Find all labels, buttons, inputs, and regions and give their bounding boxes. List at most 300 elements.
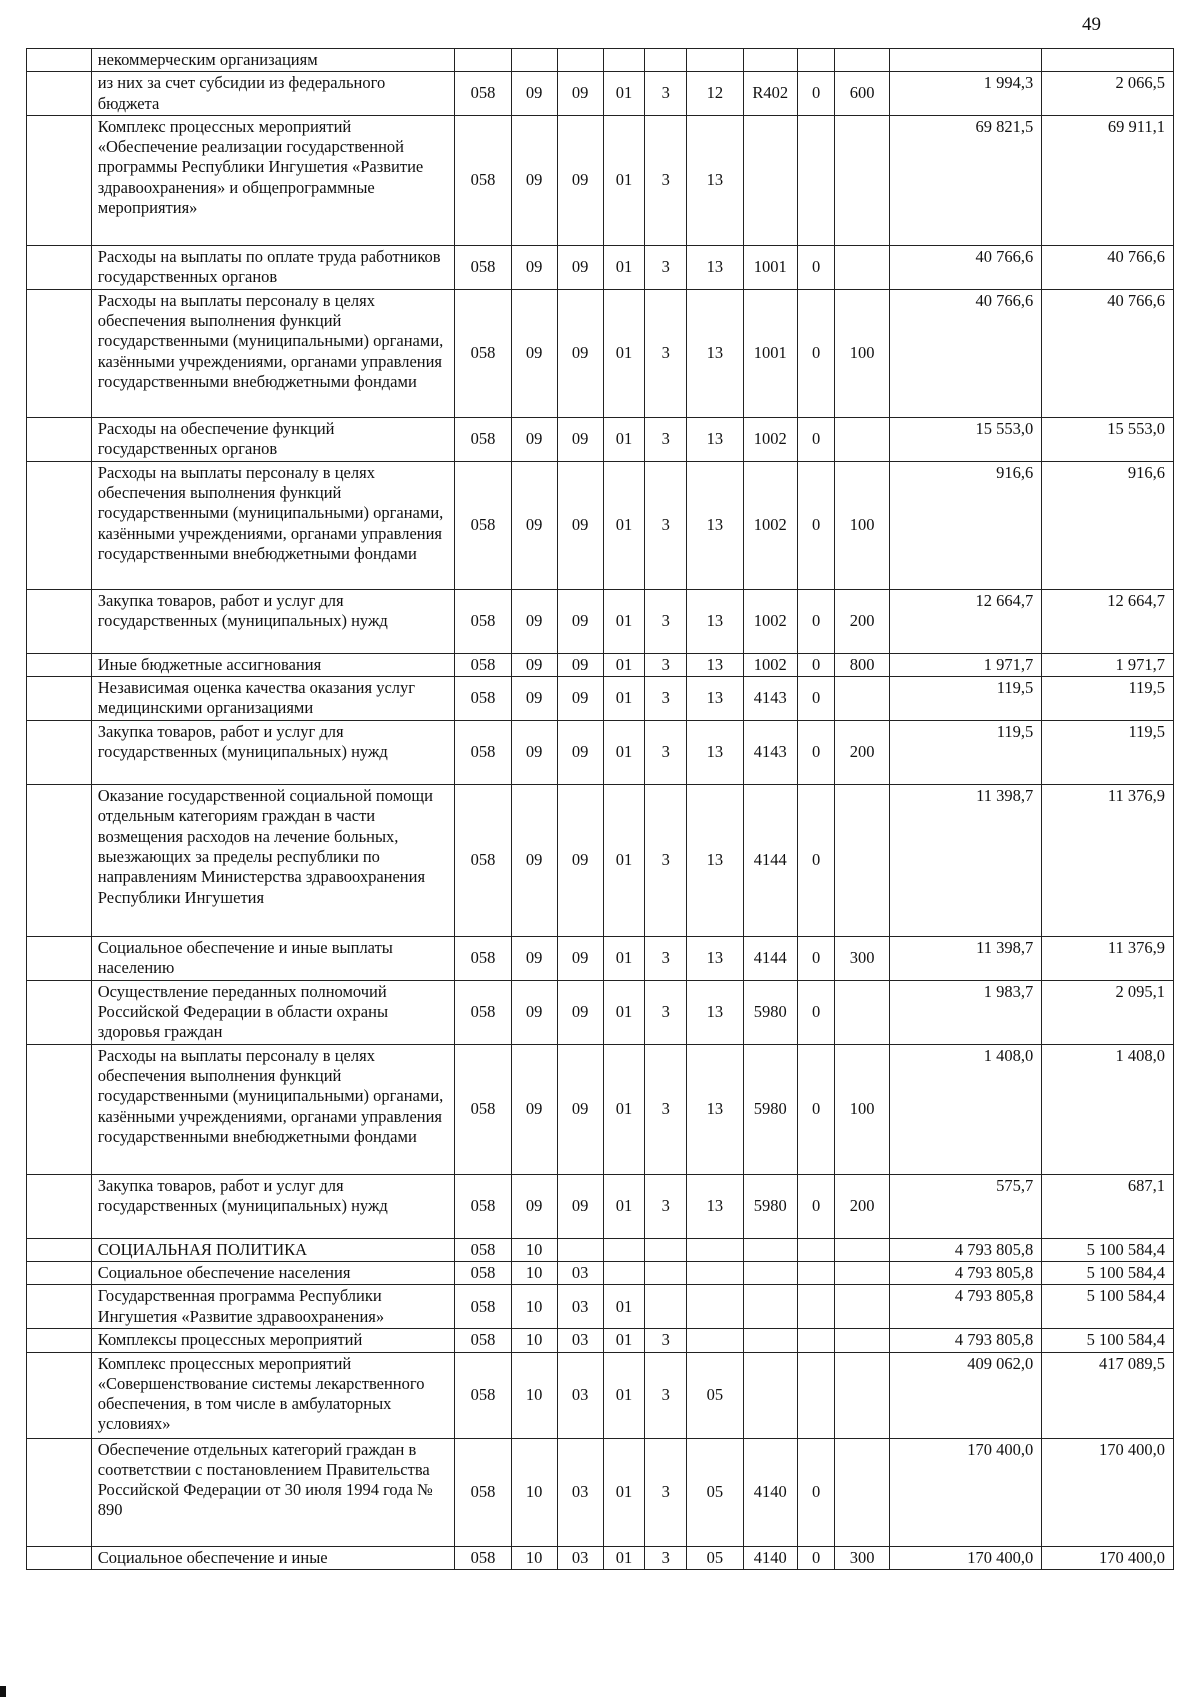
- subprogram-cell: 3: [645, 1329, 687, 1352]
- amount-year-2-cell: 5 100 584,4: [1042, 1238, 1174, 1261]
- section-cell: [511, 49, 557, 72]
- amount-year-1-cell: 4 793 805,8: [889, 1285, 1042, 1329]
- item-name-cell: Иные бюджетные ассигнования: [91, 653, 455, 676]
- item-name-cell: Комплекс процессных мероприятий «Совершенствование системы лекарственного обеспечения, в том числе в амбулаторных условиях»: [91, 1352, 455, 1438]
- expense-type-cell: [835, 980, 889, 1044]
- section-cell: 10: [511, 1285, 557, 1329]
- direction-extra-cell: 0: [797, 980, 835, 1044]
- subsection-cell: 09: [557, 677, 603, 721]
- direction-extra-cell: [797, 1329, 835, 1352]
- amount-year-2-cell: 12 664,7: [1042, 589, 1174, 653]
- table-row: [27, 785, 1174, 937]
- page-number: 49: [1082, 14, 1101, 35]
- admin-code-cell: 058: [455, 461, 511, 589]
- subsection-cell: 09: [557, 417, 603, 461]
- item-name-cell: некоммерческим организациям: [91, 49, 455, 72]
- section-cell: 09: [511, 589, 557, 653]
- amount-year-1-cell: 1 971,7: [889, 653, 1042, 676]
- direction-cell: 1002: [743, 417, 797, 461]
- amount-year-2-cell: 11 376,9: [1042, 937, 1174, 981]
- subprogram-cell: 3: [645, 721, 687, 785]
- row-index-cell: [27, 1438, 92, 1546]
- item-name-cell: Оказание государственной социальной помощи отдельным категориям граждан в части возмещения расходов на лечение больных, выезжающих за пределы республики по направлениям Министерства здравоохранения Республики Ингушетия: [91, 785, 455, 937]
- section-cell: 10: [511, 1438, 557, 1546]
- event-cell: 05: [687, 1438, 743, 1546]
- expense-type-cell: [835, 417, 889, 461]
- table-row: [27, 1174, 1174, 1238]
- table-row: [27, 1438, 1174, 1546]
- item-name-cell: Государственная программа Республики Ингушетия «Развитие здравоохранения»: [91, 1285, 455, 1329]
- row-index-cell: [27, 1329, 92, 1352]
- table-row: [27, 677, 1174, 721]
- direction-extra-cell: [797, 49, 835, 72]
- expense-type-cell: [835, 115, 889, 245]
- admin-code-cell: 058: [455, 1261, 511, 1284]
- subprogram-cell: 3: [645, 417, 687, 461]
- event-cell: 13: [687, 937, 743, 981]
- admin-code-cell: 058: [455, 653, 511, 676]
- admin-code-cell: 058: [455, 785, 511, 937]
- amount-year-1-cell: 170 400,0: [889, 1438, 1042, 1546]
- program-cell: 01: [603, 1285, 645, 1329]
- subprogram-cell: 3: [645, 1438, 687, 1546]
- item-name-cell: Расходы на выплаты персоналу в целях обеспечения выполнения функций государственными (муниципальными) органами, казёнными учреждениями, органами управления государственными внебюджетными фондами: [91, 289, 455, 417]
- table-row: [27, 1261, 1174, 1284]
- direction-extra-cell: 0: [797, 72, 835, 116]
- amount-year-1-cell: [889, 49, 1042, 72]
- amount-year-1-cell: 916,6: [889, 461, 1042, 589]
- direction-cell: 4140: [743, 1546, 797, 1569]
- program-cell: 01: [603, 1044, 645, 1174]
- event-cell: 13: [687, 980, 743, 1044]
- amount-year-2-cell: 119,5: [1042, 721, 1174, 785]
- subprogram-cell: 3: [645, 289, 687, 417]
- direction-cell: 5980: [743, 1174, 797, 1238]
- direction-cell: [743, 1352, 797, 1438]
- row-index-cell: [27, 1285, 92, 1329]
- amount-year-1-cell: 15 553,0: [889, 417, 1042, 461]
- program-cell: 01: [603, 245, 645, 289]
- admin-code-cell: 058: [455, 677, 511, 721]
- amount-year-1-cell: 11 398,7: [889, 937, 1042, 981]
- subprogram-cell: 3: [645, 115, 687, 245]
- direction-cell: 5980: [743, 1044, 797, 1174]
- amount-year-2-cell: 170 400,0: [1042, 1546, 1174, 1569]
- subsection-cell: 09: [557, 980, 603, 1044]
- item-name-cell: Обеспечение отдельных категорий граждан в соответствии с постановлением Правительства Российской Федерации от 30 июля 1994 года № 890: [91, 1438, 455, 1546]
- direction-extra-cell: 0: [797, 1438, 835, 1546]
- subsection-cell: [557, 49, 603, 72]
- event-cell: [687, 49, 743, 72]
- section-cell: 10: [511, 1329, 557, 1352]
- subprogram-cell: 3: [645, 1546, 687, 1569]
- item-name-cell: Социальное обеспечение и иные выплаты населению: [91, 937, 455, 981]
- direction-extra-cell: 0: [797, 589, 835, 653]
- program-cell: 01: [603, 980, 645, 1044]
- row-index-cell: [27, 721, 92, 785]
- amount-year-1-cell: 4 793 805,8: [889, 1238, 1042, 1261]
- program-cell: 01: [603, 1174, 645, 1238]
- amount-year-2-cell: 2 066,5: [1042, 72, 1174, 116]
- section-cell: 09: [511, 785, 557, 937]
- subsection-cell: 09: [557, 245, 603, 289]
- expense-type-cell: [835, 49, 889, 72]
- amount-year-2-cell: 170 400,0: [1042, 1438, 1174, 1546]
- amount-year-2-cell: 40 766,6: [1042, 289, 1174, 417]
- program-cell: 01: [603, 1329, 645, 1352]
- section-cell: 09: [511, 653, 557, 676]
- direction-extra-cell: [797, 1352, 835, 1438]
- amount-year-1-cell: 40 766,6: [889, 245, 1042, 289]
- direction-cell: 4143: [743, 721, 797, 785]
- subprogram-cell: [645, 49, 687, 72]
- amount-year-1-cell: 11 398,7: [889, 785, 1042, 937]
- admin-code-cell: [455, 49, 511, 72]
- admin-code-cell: 058: [455, 72, 511, 116]
- direction-cell: [743, 1238, 797, 1261]
- direction-cell: 4143: [743, 677, 797, 721]
- amount-year-1-cell: 170 400,0: [889, 1546, 1042, 1569]
- subsection-cell: 09: [557, 1044, 603, 1174]
- table-row: [27, 1546, 1174, 1569]
- event-cell: 13: [687, 115, 743, 245]
- expense-type-cell: 300: [835, 1546, 889, 1569]
- admin-code-cell: 058: [455, 417, 511, 461]
- direction-cell: 4144: [743, 785, 797, 937]
- direction-extra-cell: 0: [797, 721, 835, 785]
- program-cell: 01: [603, 653, 645, 676]
- row-index-cell: [27, 1546, 92, 1569]
- admin-code-cell: 058: [455, 245, 511, 289]
- amount-year-1-cell: 409 062,0: [889, 1352, 1042, 1438]
- direction-cell: [743, 1329, 797, 1352]
- table-row: [27, 72, 1174, 116]
- amount-year-1-cell: 1 408,0: [889, 1044, 1042, 1174]
- direction-cell: 1002: [743, 461, 797, 589]
- row-index-cell: [27, 49, 92, 72]
- admin-code-cell: 058: [455, 1044, 511, 1174]
- amount-year-2-cell: 687,1: [1042, 1174, 1174, 1238]
- item-name-cell: Социальное обеспечение населения: [91, 1261, 455, 1284]
- direction-extra-cell: [797, 115, 835, 245]
- item-name-cell: из них за счет субсидии из федерального бюджета: [91, 72, 455, 116]
- table-row: [27, 721, 1174, 785]
- section-cell: 09: [511, 721, 557, 785]
- amount-year-2-cell: 5 100 584,4: [1042, 1285, 1174, 1329]
- subsection-cell: 03: [557, 1285, 603, 1329]
- amount-year-1-cell: 12 664,7: [889, 589, 1042, 653]
- subprogram-cell: 3: [645, 677, 687, 721]
- event-cell: 13: [687, 1174, 743, 1238]
- amount-year-1-cell: 40 766,6: [889, 289, 1042, 417]
- subsection-cell: 03: [557, 1261, 603, 1284]
- amount-year-2-cell: 5 100 584,4: [1042, 1329, 1174, 1352]
- program-cell: 01: [603, 72, 645, 116]
- budget-table: [26, 48, 1174, 1570]
- direction-cell: R402: [743, 72, 797, 116]
- expense-type-cell: 200: [835, 721, 889, 785]
- item-name-cell: Расходы на выплаты персоналу в целях обеспечения выполнения функций государственными (муниципальными) органами, казёнными учреждениями, органами управления государственными внебюджетными фондами: [91, 1044, 455, 1174]
- direction-extra-cell: 0: [797, 653, 835, 676]
- direction-cell: 5980: [743, 980, 797, 1044]
- table-row: [27, 1285, 1174, 1329]
- table-body: [27, 49, 1174, 1570]
- amount-year-2-cell: 916,6: [1042, 461, 1174, 589]
- table-row: [27, 461, 1174, 589]
- event-cell: 05: [687, 1352, 743, 1438]
- direction-cell: 4140: [743, 1438, 797, 1546]
- section-cell: 09: [511, 677, 557, 721]
- admin-code-cell: 058: [455, 1546, 511, 1569]
- row-index-cell: [27, 1174, 92, 1238]
- item-name-cell: Комплексы процессных мероприятий: [91, 1329, 455, 1352]
- subsection-cell: 09: [557, 721, 603, 785]
- admin-code-cell: 058: [455, 1352, 511, 1438]
- direction-extra-cell: 0: [797, 289, 835, 417]
- amount-year-1-cell: 575,7: [889, 1174, 1042, 1238]
- row-index-cell: [27, 1261, 92, 1284]
- subsection-cell: 09: [557, 289, 603, 417]
- amount-year-2-cell: 40 766,6: [1042, 245, 1174, 289]
- direction-cell: [743, 115, 797, 245]
- amount-year-2-cell: 5 100 584,4: [1042, 1261, 1174, 1284]
- event-cell: 13: [687, 785, 743, 937]
- program-cell: 01: [603, 1546, 645, 1569]
- expense-type-cell: [835, 1329, 889, 1352]
- subprogram-cell: 3: [645, 72, 687, 116]
- program-cell: 01: [603, 589, 645, 653]
- direction-extra-cell: 0: [797, 937, 835, 981]
- subprogram-cell: [645, 1261, 687, 1284]
- table-row: [27, 980, 1174, 1044]
- program-cell: 01: [603, 115, 645, 245]
- direction-cell: [743, 1261, 797, 1284]
- program-cell: 01: [603, 289, 645, 417]
- subsection-cell: 09: [557, 72, 603, 116]
- program-cell: 01: [603, 417, 645, 461]
- amount-year-2-cell: 417 089,5: [1042, 1352, 1174, 1438]
- section-cell: 09: [511, 245, 557, 289]
- row-index-cell: [27, 785, 92, 937]
- expense-type-cell: 100: [835, 289, 889, 417]
- table-row: [27, 589, 1174, 653]
- amount-year-1-cell: 1 983,7: [889, 980, 1042, 1044]
- section-cell: 09: [511, 1174, 557, 1238]
- program-cell: [603, 1238, 645, 1261]
- expense-type-cell: [835, 1238, 889, 1261]
- section-cell: 10: [511, 1261, 557, 1284]
- subsection-cell: 03: [557, 1546, 603, 1569]
- section-cell: 10: [511, 1238, 557, 1261]
- direction-extra-cell: 0: [797, 677, 835, 721]
- item-name-cell: Закупка товаров, работ и услуг для государственных (муниципальных) нужд: [91, 589, 455, 653]
- expense-type-cell: [835, 245, 889, 289]
- subprogram-cell: 3: [645, 245, 687, 289]
- table-row: [27, 1044, 1174, 1174]
- expense-type-cell: [835, 1352, 889, 1438]
- direction-cell: 1001: [743, 245, 797, 289]
- amount-year-2-cell: 11 376,9: [1042, 785, 1174, 937]
- row-index-cell: [27, 980, 92, 1044]
- direction-extra-cell: 0: [797, 417, 835, 461]
- amount-year-1-cell: 119,5: [889, 721, 1042, 785]
- section-cell: 09: [511, 115, 557, 245]
- direction-extra-cell: 0: [797, 1044, 835, 1174]
- amount-year-1-cell: 4 793 805,8: [889, 1329, 1042, 1352]
- event-cell: 13: [687, 653, 743, 676]
- item-name-cell: Независимая оценка качества оказания услуг медицинскими организациями: [91, 677, 455, 721]
- expense-type-cell: 800: [835, 653, 889, 676]
- amount-year-2-cell: [1042, 49, 1174, 72]
- program-cell: 01: [603, 721, 645, 785]
- table-row: [27, 653, 1174, 676]
- table-row: [27, 1329, 1174, 1352]
- subsection-cell: 09: [557, 589, 603, 653]
- expense-type-cell: 300: [835, 937, 889, 981]
- expense-type-cell: [835, 1438, 889, 1546]
- row-index-cell: [27, 1352, 92, 1438]
- event-cell: 13: [687, 417, 743, 461]
- table-row: [27, 289, 1174, 417]
- subsection-cell: 09: [557, 1174, 603, 1238]
- table-row: [27, 245, 1174, 289]
- subprogram-cell: 3: [645, 461, 687, 589]
- table-row: [27, 937, 1174, 981]
- admin-code-cell: 058: [455, 1238, 511, 1261]
- row-index-cell: [27, 589, 92, 653]
- amount-year-1-cell: 4 793 805,8: [889, 1261, 1042, 1284]
- subsection-cell: 09: [557, 653, 603, 676]
- admin-code-cell: 058: [455, 1329, 511, 1352]
- admin-code-cell: 058: [455, 721, 511, 785]
- subprogram-cell: 3: [645, 1352, 687, 1438]
- admin-code-cell: 058: [455, 1174, 511, 1238]
- program-cell: 01: [603, 461, 645, 589]
- item-name-cell: Закупка товаров, работ и услуг для государственных (муниципальных) нужд: [91, 721, 455, 785]
- event-cell: 13: [687, 461, 743, 589]
- event-cell: 12: [687, 72, 743, 116]
- table-row: [27, 1238, 1174, 1261]
- subsection-cell: [557, 1238, 603, 1261]
- amount-year-1-cell: 69 821,5: [889, 115, 1042, 245]
- amount-year-2-cell: 1 971,7: [1042, 653, 1174, 676]
- event-cell: 13: [687, 677, 743, 721]
- admin-code-cell: 058: [455, 115, 511, 245]
- row-index-cell: [27, 245, 92, 289]
- subsection-cell: 03: [557, 1438, 603, 1546]
- subprogram-cell: 3: [645, 937, 687, 981]
- section-cell: 09: [511, 937, 557, 981]
- expense-type-cell: 100: [835, 1044, 889, 1174]
- program-cell: 01: [603, 937, 645, 981]
- row-index-cell: [27, 937, 92, 981]
- expense-type-cell: 100: [835, 461, 889, 589]
- section-cell: 09: [511, 417, 557, 461]
- section-cell: 10: [511, 1352, 557, 1438]
- item-name-cell: СОЦИАЛЬНАЯ ПОЛИТИКА: [91, 1238, 455, 1261]
- event-cell: 13: [687, 589, 743, 653]
- row-index-cell: [27, 653, 92, 676]
- event-cell: [687, 1285, 743, 1329]
- amount-year-2-cell: 119,5: [1042, 677, 1174, 721]
- item-name-cell: Комплекс процессных мероприятий «Обеспечение реализации государственной программы Республики Ингушетия «Развитие здравоохранения» и общепрограммные мероприятия»: [91, 115, 455, 245]
- row-index-cell: [27, 677, 92, 721]
- table-row: [27, 417, 1174, 461]
- direction-cell: [743, 1285, 797, 1329]
- subprogram-cell: [645, 1238, 687, 1261]
- amount-year-2-cell: 1 408,0: [1042, 1044, 1174, 1174]
- program-cell: 01: [603, 677, 645, 721]
- direction-extra-cell: 0: [797, 1546, 835, 1569]
- event-cell: 13: [687, 721, 743, 785]
- amount-year-2-cell: 2 095,1: [1042, 980, 1174, 1044]
- direction-cell: 1002: [743, 653, 797, 676]
- admin-code-cell: 058: [455, 937, 511, 981]
- subprogram-cell: 3: [645, 1044, 687, 1174]
- direction-extra-cell: 0: [797, 785, 835, 937]
- row-index-cell: [27, 417, 92, 461]
- item-name-cell: Социальное обеспечение и иные: [91, 1546, 455, 1569]
- row-index-cell: [27, 1238, 92, 1261]
- admin-code-cell: 058: [455, 980, 511, 1044]
- section-cell: 09: [511, 461, 557, 589]
- row-index-cell: [27, 289, 92, 417]
- row-index-cell: [27, 1044, 92, 1174]
- event-cell: 13: [687, 245, 743, 289]
- amount-year-2-cell: 69 911,1: [1042, 115, 1174, 245]
- event-cell: [687, 1329, 743, 1352]
- expense-type-cell: [835, 677, 889, 721]
- item-name-cell: Расходы на выплаты персоналу в целях обеспечения выполнения функций государственными (муниципальными) органами, казёнными учреждениями, органами управления государственными внебюджетными фондами: [91, 461, 455, 589]
- direction-extra-cell: [797, 1261, 835, 1284]
- amount-year-1-cell: 1 994,3: [889, 72, 1042, 116]
- subprogram-cell: 3: [645, 653, 687, 676]
- direction-extra-cell: 0: [797, 461, 835, 589]
- direction-extra-cell: [797, 1238, 835, 1261]
- direction-extra-cell: [797, 1285, 835, 1329]
- direction-cell: 4144: [743, 937, 797, 981]
- event-cell: [687, 1261, 743, 1284]
- event-cell: [687, 1238, 743, 1261]
- item-name-cell: Осуществление переданных полномочий Российской Федерации в области охраны здоровья граждан: [91, 980, 455, 1044]
- event-cell: 13: [687, 289, 743, 417]
- direction-cell: 1002: [743, 589, 797, 653]
- item-name-cell: Расходы на выплаты по оплате труда работников государственных органов: [91, 245, 455, 289]
- expense-type-cell: 600: [835, 72, 889, 116]
- subprogram-cell: 3: [645, 785, 687, 937]
- subsection-cell: 09: [557, 115, 603, 245]
- admin-code-cell: 058: [455, 1285, 511, 1329]
- program-cell: 01: [603, 785, 645, 937]
- direction-extra-cell: 0: [797, 245, 835, 289]
- table-row: [27, 115, 1174, 245]
- scan-edge-mark: [0, 1686, 6, 1697]
- table-row: [27, 1352, 1174, 1438]
- direction-cell: 1001: [743, 289, 797, 417]
- subsection-cell: 09: [557, 461, 603, 589]
- subsection-cell: 03: [557, 1352, 603, 1438]
- item-name-cell: Расходы на обеспечение функций государственных органов: [91, 417, 455, 461]
- expense-type-cell: [835, 1285, 889, 1329]
- direction-cell: [743, 49, 797, 72]
- program-cell: [603, 1261, 645, 1284]
- subsection-cell: 03: [557, 1329, 603, 1352]
- event-cell: 13: [687, 1044, 743, 1174]
- subsection-cell: 09: [557, 937, 603, 981]
- expense-type-cell: 200: [835, 1174, 889, 1238]
- item-name-cell: Закупка товаров, работ и услуг для государственных (муниципальных) нужд: [91, 1174, 455, 1238]
- admin-code-cell: 058: [455, 589, 511, 653]
